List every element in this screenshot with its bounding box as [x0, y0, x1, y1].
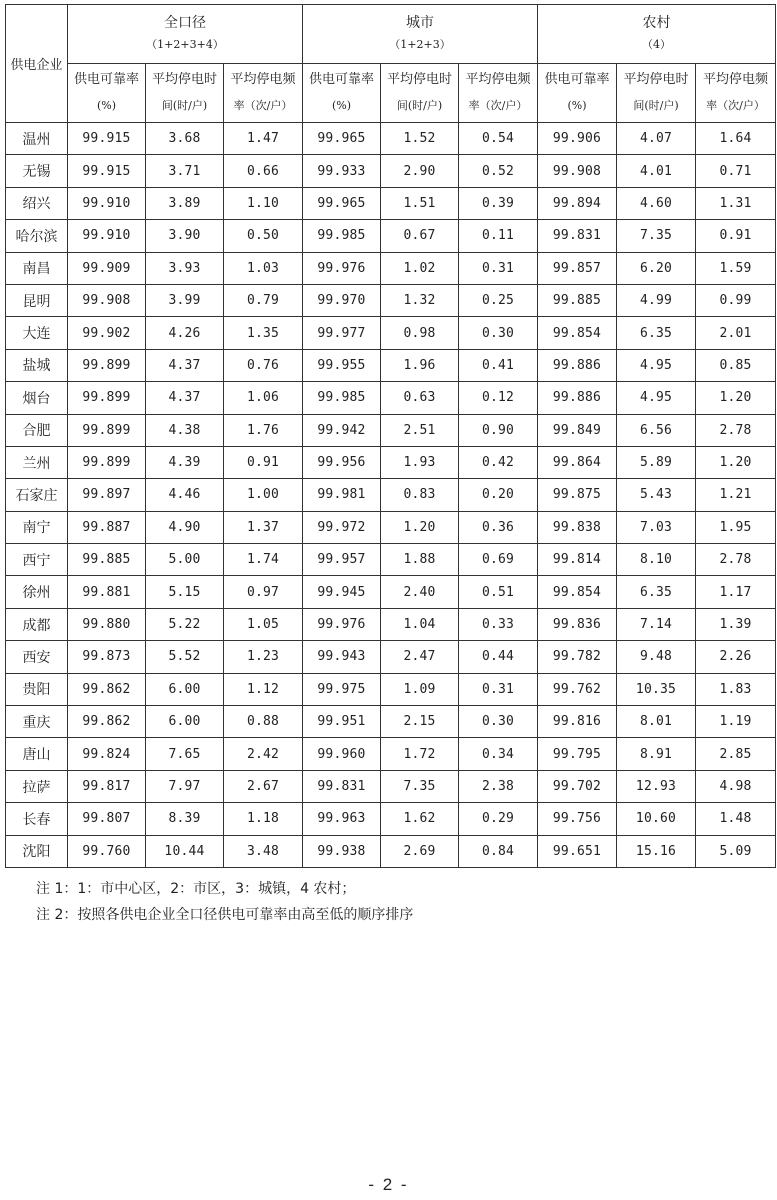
value-cell: 0.39 [459, 187, 538, 219]
value-cell: 99.945 [303, 576, 381, 608]
company-name-cell: 贵阳 [6, 673, 68, 705]
group-header-all [68, 5, 303, 64]
value-cell: 1.39 [696, 608, 776, 640]
column-header-unit: 率（次/户） [233, 99, 293, 112]
value-cell: 99.972 [303, 511, 381, 543]
footnote-2: 注 2：按照各供电企业全口径供电可靠率由高至低的顺序排序 [36, 907, 414, 923]
column-header-unit: 间(时/户) [633, 99, 679, 112]
value-cell: 99.985 [303, 220, 381, 252]
value-cell: 0.84 [459, 835, 538, 867]
value-cell: 8.01 [617, 706, 696, 738]
value-cell: 1.20 [696, 382, 776, 414]
value-cell: 99.909 [68, 252, 146, 284]
column-header-label: 平均停电时 [151, 72, 217, 87]
value-cell: 99.981 [303, 479, 381, 511]
value-cell: 1.72 [381, 738, 459, 770]
value-cell: 1.93 [381, 446, 459, 478]
value-cell: 5.09 [696, 835, 776, 867]
value-cell: 1.59 [696, 252, 776, 284]
value-cell: 4.37 [146, 382, 224, 414]
value-cell: 1.09 [381, 673, 459, 705]
value-cell: 99.942 [303, 414, 381, 446]
group-header-urban [303, 5, 538, 64]
value-cell: 1.88 [381, 544, 459, 576]
value-cell: 3.68 [146, 123, 224, 155]
value-cell: 0.12 [459, 382, 538, 414]
value-cell: 0.31 [459, 252, 538, 284]
value-cell: 4.26 [146, 317, 224, 349]
value-cell: 1.10 [224, 187, 303, 219]
value-cell: 1.31 [696, 187, 776, 219]
value-cell: 5.00 [146, 544, 224, 576]
value-cell: 2.78 [696, 544, 776, 576]
value-cell: 2.15 [381, 706, 459, 738]
value-cell: 0.85 [696, 349, 776, 381]
table-row [6, 479, 776, 511]
group-subtitle: （1+2+3） [389, 38, 451, 51]
group-subtitle: （4） [642, 38, 671, 51]
column-header [224, 64, 303, 123]
column-header-label: 平均停电频 [230, 72, 296, 87]
value-cell: 99.881 [68, 576, 146, 608]
column-header [696, 64, 776, 123]
company-name-cell: 唐山 [6, 738, 68, 770]
corner-header: 供电企业 [6, 5, 68, 123]
table-row [6, 673, 776, 705]
value-cell: 6.00 [146, 673, 224, 705]
value-cell: 5.15 [146, 576, 224, 608]
group-header-rural [538, 5, 776, 64]
value-cell: 99.899 [68, 414, 146, 446]
value-cell: 10.44 [146, 835, 224, 867]
value-cell: 99.651 [538, 835, 617, 867]
value-cell: 0.41 [459, 349, 538, 381]
table-row [6, 187, 776, 219]
value-cell: 5.22 [146, 608, 224, 640]
value-cell: 0.91 [224, 446, 303, 478]
value-cell: 99.976 [303, 252, 381, 284]
value-cell: 0.52 [459, 155, 538, 187]
value-cell: 0.36 [459, 511, 538, 543]
value-cell: 2.40 [381, 576, 459, 608]
value-cell: 99.963 [303, 803, 381, 835]
value-cell: 1.76 [224, 414, 303, 446]
value-cell: 99.910 [68, 187, 146, 219]
value-cell: 0.76 [224, 349, 303, 381]
column-header-label: 平均停电频 [702, 72, 768, 87]
value-cell: 7.14 [617, 608, 696, 640]
value-cell: 4.38 [146, 414, 224, 446]
column-header-unit: (%) [96, 99, 117, 112]
value-cell: 1.04 [381, 608, 459, 640]
value-cell: 99.831 [538, 220, 617, 252]
value-cell: 99.816 [538, 706, 617, 738]
value-cell: 99.702 [538, 770, 617, 802]
value-cell: 4.39 [146, 446, 224, 478]
value-cell: 0.30 [459, 317, 538, 349]
value-cell: 99.915 [68, 155, 146, 187]
value-cell: 99.885 [538, 284, 617, 316]
value-cell: 99.897 [68, 479, 146, 511]
column-header [459, 64, 538, 123]
value-cell: 0.54 [459, 123, 538, 155]
value-cell: 1.35 [224, 317, 303, 349]
value-cell: 99.908 [68, 284, 146, 316]
value-cell: 1.12 [224, 673, 303, 705]
value-cell: 0.91 [696, 220, 776, 252]
value-cell: 99.760 [68, 835, 146, 867]
value-cell: 1.02 [381, 252, 459, 284]
value-cell: 0.99 [696, 284, 776, 316]
value-cell: 99.824 [68, 738, 146, 770]
value-cell: 99.956 [303, 446, 381, 478]
column-header [146, 64, 224, 123]
value-cell: 0.33 [459, 608, 538, 640]
table-row [6, 803, 776, 835]
value-cell: 1.20 [696, 446, 776, 478]
value-cell: 1.47 [224, 123, 303, 155]
column-header [538, 64, 617, 123]
column-header-label: 供电可靠率 [544, 72, 610, 87]
column-header-label: 平均停电频 [465, 72, 531, 87]
value-cell: 7.35 [617, 220, 696, 252]
column-header-unit: (%) [331, 99, 352, 112]
company-name-cell: 长春 [6, 803, 68, 835]
value-cell: 0.42 [459, 446, 538, 478]
value-cell: 0.30 [459, 706, 538, 738]
table-row [6, 446, 776, 478]
table-row [6, 382, 776, 414]
value-cell: 7.97 [146, 770, 224, 802]
value-cell: 99.908 [538, 155, 617, 187]
value-cell: 0.29 [459, 803, 538, 835]
value-cell: 4.95 [617, 382, 696, 414]
value-cell: 99.814 [538, 544, 617, 576]
value-cell: 99.838 [538, 511, 617, 543]
value-cell: 3.99 [146, 284, 224, 316]
value-cell: 12.93 [617, 770, 696, 802]
value-cell: 2.90 [381, 155, 459, 187]
value-cell: 2.51 [381, 414, 459, 446]
column-header-label: 平均停电时 [386, 72, 452, 87]
value-cell: 99.854 [538, 576, 617, 608]
footnote-1: 注 1：1：市中心区，2：市区，3：城镇，4 农村； [36, 881, 356, 897]
value-cell: 8.39 [146, 803, 224, 835]
value-cell: 99.899 [68, 382, 146, 414]
table-row [6, 220, 776, 252]
value-cell: 99.862 [68, 706, 146, 738]
value-cell: 0.97 [224, 576, 303, 608]
value-cell: 99.756 [538, 803, 617, 835]
value-cell: 99.951 [303, 706, 381, 738]
sub-header-row [6, 64, 776, 123]
value-cell: 5.43 [617, 479, 696, 511]
value-cell: 2.38 [459, 770, 538, 802]
value-cell: 3.48 [224, 835, 303, 867]
table-row [6, 544, 776, 576]
table-row [6, 414, 776, 446]
value-cell: 99.976 [303, 608, 381, 640]
company-name-cell: 南宁 [6, 511, 68, 543]
value-cell: 2.42 [224, 738, 303, 770]
value-cell: 1.62 [381, 803, 459, 835]
table-row [6, 155, 776, 187]
value-cell: 99.965 [303, 187, 381, 219]
footnotes [36, 876, 413, 928]
table-row [6, 706, 776, 738]
value-cell: 1.03 [224, 252, 303, 284]
table-row [6, 576, 776, 608]
value-cell: 1.19 [696, 706, 776, 738]
value-cell: 1.83 [696, 673, 776, 705]
value-cell: 1.48 [696, 803, 776, 835]
value-cell: 1.20 [381, 511, 459, 543]
value-cell: 99.887 [68, 511, 146, 543]
value-cell: 0.98 [381, 317, 459, 349]
value-cell: 99.886 [538, 382, 617, 414]
table-row [6, 123, 776, 155]
value-cell: 5.52 [146, 641, 224, 673]
column-header-unit: 间(时/户) [396, 99, 443, 112]
table-row [6, 511, 776, 543]
value-cell: 0.44 [459, 641, 538, 673]
value-cell: 1.23 [224, 641, 303, 673]
value-cell: 6.35 [617, 317, 696, 349]
value-cell: 4.95 [617, 349, 696, 381]
value-cell: 99.831 [303, 770, 381, 802]
value-cell: 0.11 [459, 220, 538, 252]
value-cell: 99.836 [538, 608, 617, 640]
value-cell: 0.83 [381, 479, 459, 511]
group-subtitle: （1+2+3+4） [146, 38, 224, 51]
value-cell: 4.46 [146, 479, 224, 511]
group-title: 城市 [406, 15, 434, 31]
value-cell: 15.16 [617, 835, 696, 867]
value-cell: 99.899 [68, 349, 146, 381]
value-cell: 99.915 [68, 123, 146, 155]
value-cell: 99.817 [68, 770, 146, 802]
company-name-cell: 拉萨 [6, 770, 68, 802]
company-name-cell: 烟台 [6, 382, 68, 414]
value-cell: 6.56 [617, 414, 696, 446]
value-cell: 1.06 [224, 382, 303, 414]
value-cell: 5.89 [617, 446, 696, 478]
table-row [6, 738, 776, 770]
value-cell: 1.18 [224, 803, 303, 835]
value-cell: 0.50 [224, 220, 303, 252]
value-cell: 99.864 [538, 446, 617, 478]
value-cell: 2.26 [696, 641, 776, 673]
value-cell: 2.78 [696, 414, 776, 446]
value-cell: 99.943 [303, 641, 381, 673]
table-row [6, 608, 776, 640]
value-cell: 2.67 [224, 770, 303, 802]
value-cell: 1.95 [696, 511, 776, 543]
value-cell: 1.21 [696, 479, 776, 511]
value-cell: 1.52 [381, 123, 459, 155]
column-header [303, 64, 381, 123]
value-cell: 7.65 [146, 738, 224, 770]
column-header-unit: 率（次/户） [706, 99, 765, 112]
company-name-cell: 徐州 [6, 576, 68, 608]
value-cell: 0.25 [459, 284, 538, 316]
column-header-unit: 间(时/户) [161, 99, 208, 112]
table-row [6, 317, 776, 349]
value-cell: 99.975 [303, 673, 381, 705]
column-header-unit: (%) [567, 99, 587, 112]
value-cell: 1.37 [224, 511, 303, 543]
value-cell: 3.93 [146, 252, 224, 284]
value-cell: 99.906 [538, 123, 617, 155]
column-header [617, 64, 696, 123]
column-header-unit: 率（次/户） [468, 99, 528, 112]
value-cell: 2.01 [696, 317, 776, 349]
value-cell: 99.938 [303, 835, 381, 867]
table-row [6, 770, 776, 802]
value-cell: 7.03 [617, 511, 696, 543]
company-name-cell: 哈尔滨 [6, 220, 68, 252]
value-cell: 99.970 [303, 284, 381, 316]
value-cell: 99.910 [68, 220, 146, 252]
value-cell: 2.85 [696, 738, 776, 770]
value-cell: 1.64 [696, 123, 776, 155]
table-row [6, 284, 776, 316]
value-cell: 3.71 [146, 155, 224, 187]
value-cell: 0.67 [381, 220, 459, 252]
value-cell: 6.20 [617, 252, 696, 284]
group-title: 全口径 [164, 15, 206, 31]
value-cell: 0.31 [459, 673, 538, 705]
value-cell: 99.933 [303, 155, 381, 187]
value-cell: 99.849 [538, 414, 617, 446]
company-name-cell: 昆明 [6, 284, 68, 316]
table-row [6, 252, 776, 284]
value-cell: 99.977 [303, 317, 381, 349]
company-name-cell: 西宁 [6, 544, 68, 576]
company-name-cell: 合肥 [6, 414, 68, 446]
value-cell: 1.05 [224, 608, 303, 640]
company-name-cell: 沈阳 [6, 835, 68, 867]
value-cell: 99.873 [68, 641, 146, 673]
value-cell: 99.885 [68, 544, 146, 576]
value-cell: 10.35 [617, 673, 696, 705]
value-cell: 99.899 [68, 446, 146, 478]
company-name-cell: 南昌 [6, 252, 68, 284]
value-cell: 0.63 [381, 382, 459, 414]
value-cell: 7.35 [381, 770, 459, 802]
company-name-cell: 温州 [6, 123, 68, 155]
page-number: - 2 - [368, 1175, 409, 1194]
company-name-cell: 石家庄 [6, 479, 68, 511]
value-cell: 1.32 [381, 284, 459, 316]
value-cell: 3.89 [146, 187, 224, 219]
value-cell: 6.00 [146, 706, 224, 738]
value-cell: 99.960 [303, 738, 381, 770]
table-row [6, 835, 776, 867]
value-cell: 99.886 [538, 349, 617, 381]
value-cell: 3.90 [146, 220, 224, 252]
value-cell: 1.74 [224, 544, 303, 576]
company-name-cell: 无锡 [6, 155, 68, 187]
value-cell: 4.99 [617, 284, 696, 316]
table-header [6, 5, 776, 123]
value-cell: 2.69 [381, 835, 459, 867]
value-cell: 99.894 [538, 187, 617, 219]
value-cell: 99.955 [303, 349, 381, 381]
value-cell: 99.875 [538, 479, 617, 511]
value-cell: 9.48 [617, 641, 696, 673]
company-name-cell: 成都 [6, 608, 68, 640]
value-cell: 0.51 [459, 576, 538, 608]
column-header-label: 平均停电时 [623, 72, 689, 87]
group-title: 农村 [642, 15, 671, 31]
value-cell: 10.60 [617, 803, 696, 835]
value-cell: 99.957 [303, 544, 381, 576]
value-cell: 0.88 [224, 706, 303, 738]
table-row [6, 349, 776, 381]
value-cell: 0.69 [459, 544, 538, 576]
value-cell: 4.37 [146, 349, 224, 381]
value-cell: 4.90 [146, 511, 224, 543]
value-cell: 99.965 [303, 123, 381, 155]
column-header [68, 64, 146, 123]
value-cell: 8.10 [617, 544, 696, 576]
value-cell: 99.782 [538, 641, 617, 673]
value-cell: 4.98 [696, 770, 776, 802]
value-cell: 2.47 [381, 641, 459, 673]
table-row [6, 641, 776, 673]
value-cell: 99.854 [538, 317, 617, 349]
table-body [6, 123, 776, 868]
value-cell: 99.857 [538, 252, 617, 284]
value-cell: 99.762 [538, 673, 617, 705]
value-cell: 4.60 [617, 187, 696, 219]
value-cell: 0.34 [459, 738, 538, 770]
value-cell: 4.07 [617, 123, 696, 155]
value-cell: 6.35 [617, 576, 696, 608]
value-cell: 0.66 [224, 155, 303, 187]
reliability-table [5, 4, 776, 868]
company-name-cell: 重庆 [6, 706, 68, 738]
company-name-cell: 兰州 [6, 446, 68, 478]
value-cell: 4.01 [617, 155, 696, 187]
value-cell: 0.71 [696, 155, 776, 187]
column-header-label: 供电可靠率 [308, 72, 374, 87]
value-cell: 0.90 [459, 414, 538, 446]
value-cell: 99.807 [68, 803, 146, 835]
column-header-label: 供电可靠率 [73, 72, 139, 87]
value-cell: 1.17 [696, 576, 776, 608]
value-cell: 0.20 [459, 479, 538, 511]
value-cell: 99.902 [68, 317, 146, 349]
column-header [381, 64, 459, 123]
value-cell: 99.795 [538, 738, 617, 770]
company-name-cell: 大连 [6, 317, 68, 349]
value-cell: 99.862 [68, 673, 146, 705]
company-name-cell: 西安 [6, 641, 68, 673]
value-cell: 99.880 [68, 608, 146, 640]
value-cell: 1.96 [381, 349, 459, 381]
company-name-cell: 绍兴 [6, 187, 68, 219]
value-cell: 0.79 [224, 284, 303, 316]
value-cell: 99.985 [303, 382, 381, 414]
value-cell: 1.51 [381, 187, 459, 219]
value-cell: 8.91 [617, 738, 696, 770]
value-cell: 1.00 [224, 479, 303, 511]
company-name-cell: 盐城 [6, 349, 68, 381]
